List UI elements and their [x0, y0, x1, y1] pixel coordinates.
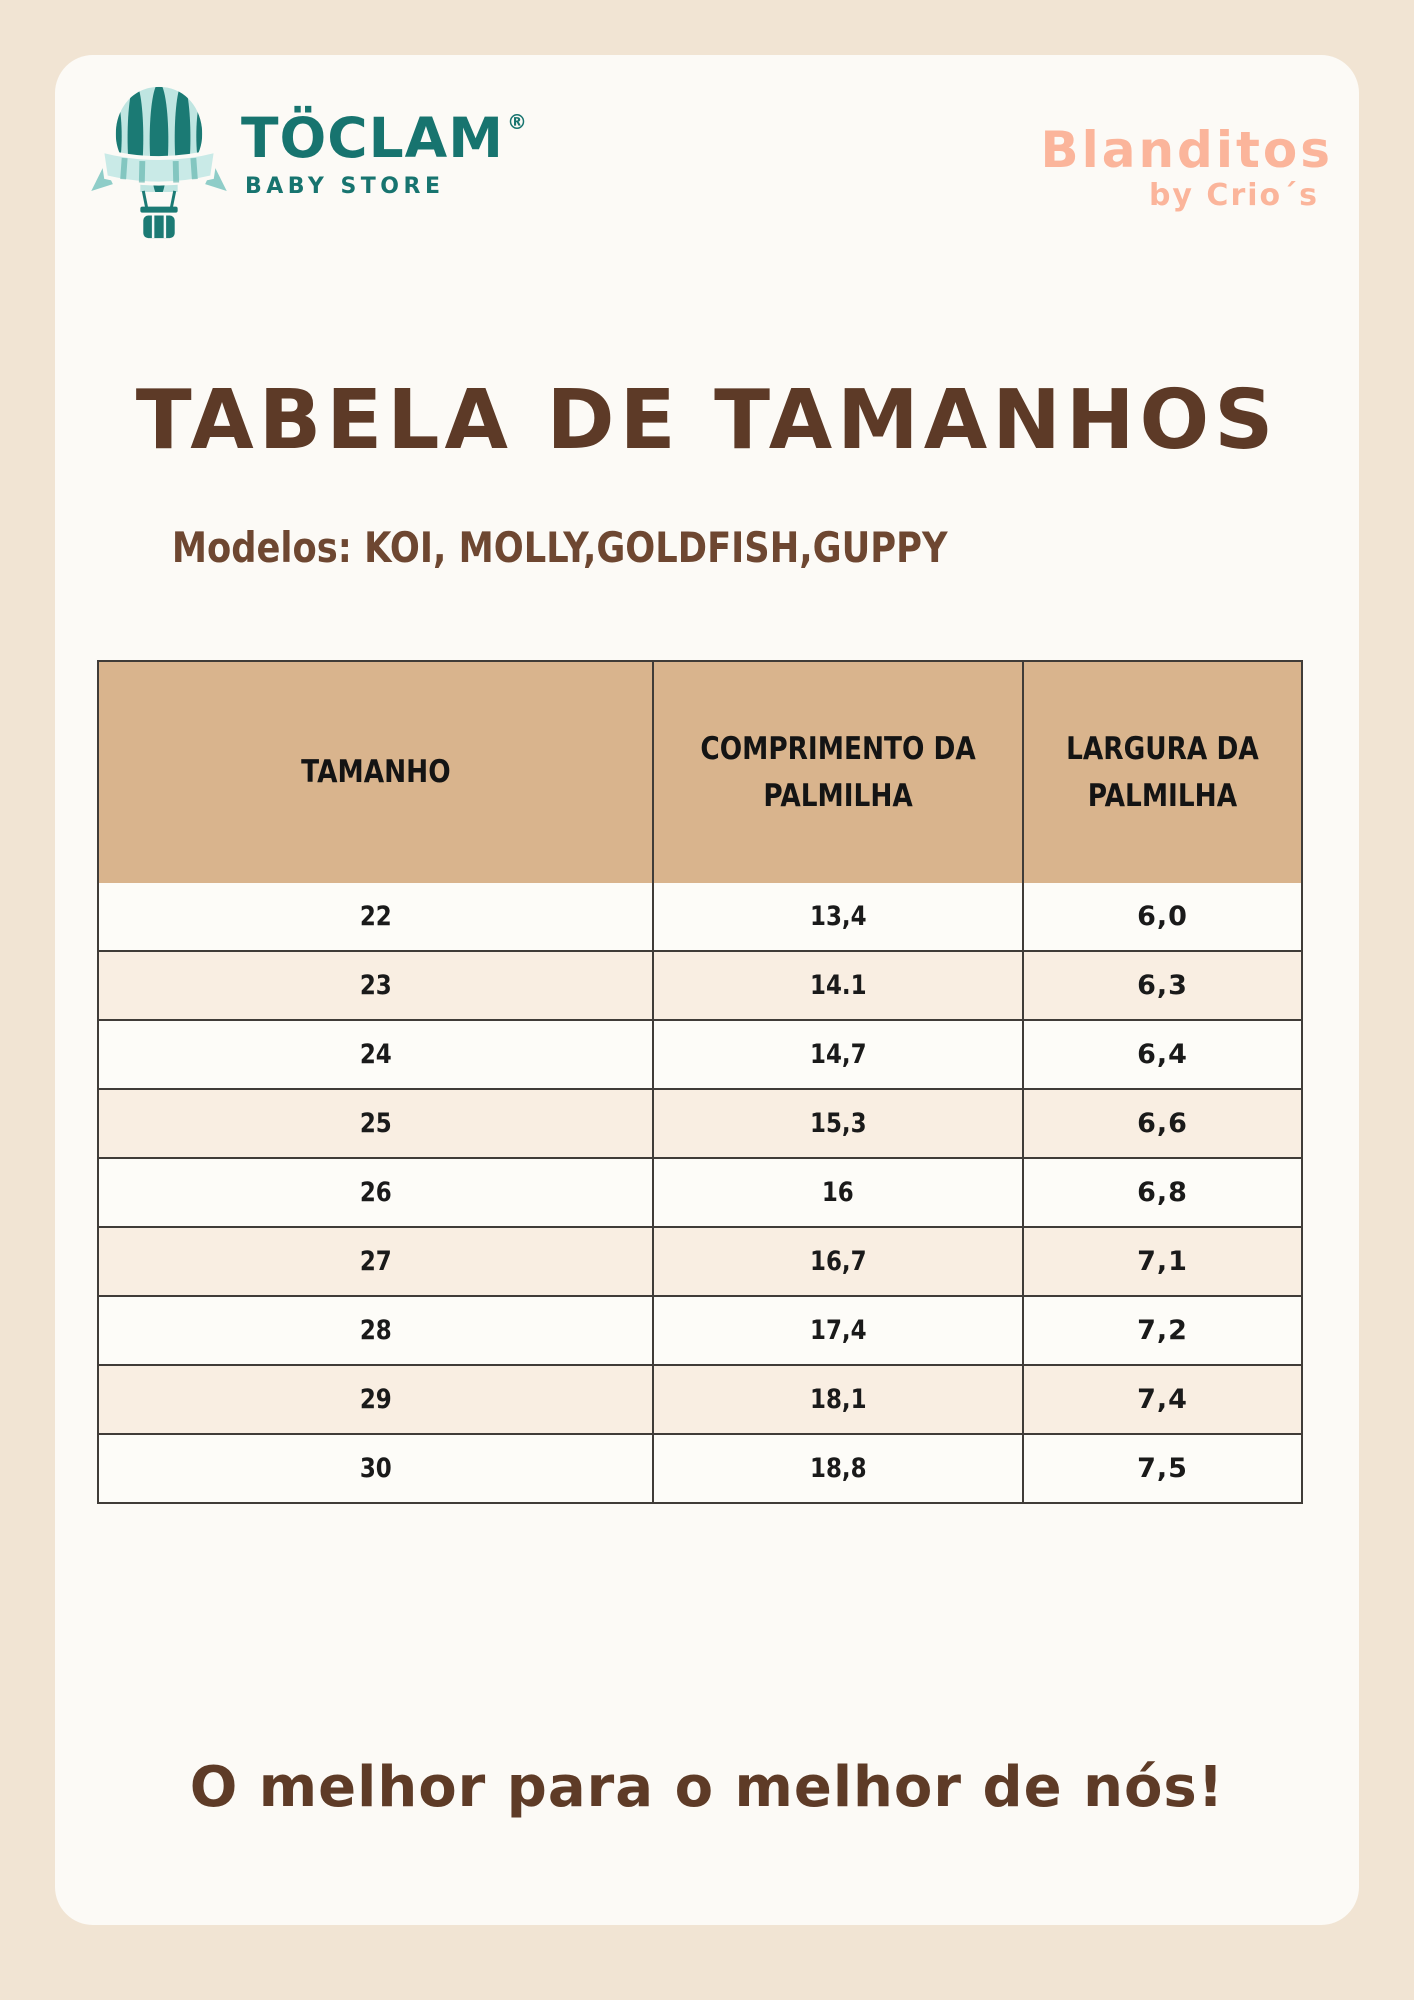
table-cell: [1022, 952, 1301, 1019]
brand-tagline: BABY STORE: [245, 174, 445, 199]
models-line-box: [55, 523, 1065, 572]
cell-text: 14,7: [809, 1039, 867, 1070]
table-row: [99, 950, 1301, 1019]
cell-text: 22: [359, 901, 392, 932]
table-cell: [99, 1366, 652, 1433]
cell-text: 27: [359, 1246, 392, 1277]
table-row: [99, 1433, 1301, 1502]
table-cell: [99, 1297, 652, 1364]
brand-text: [241, 81, 528, 199]
partner-name: Blanditos: [1040, 121, 1333, 179]
header-text: COMPRIMENTO DA PALMILHA: [700, 731, 976, 814]
header-text: LARGURA DA PALMILHA: [1066, 731, 1259, 814]
table-cell: [99, 1435, 652, 1502]
brand-name-text: TÖCLAM: [241, 106, 504, 170]
table-cell: [1022, 1228, 1301, 1295]
table-cell: [99, 883, 652, 950]
cell-text: 28: [359, 1315, 392, 1346]
table-cell: [99, 1090, 652, 1157]
table-row: [99, 1019, 1301, 1088]
size-table-body: [99, 883, 1301, 1502]
cell-text: 26: [359, 1177, 392, 1208]
brand-name: [241, 106, 528, 170]
table-row: [99, 1088, 1301, 1157]
cell-text: 6,8: [1137, 1177, 1188, 1208]
slogan: O melhor para o melhor de nós!: [189, 1755, 1225, 1820]
table-row: [99, 1295, 1301, 1364]
cell-text: 7,2: [1137, 1315, 1188, 1346]
cell-text: 25: [359, 1108, 392, 1139]
table-row: [99, 1226, 1301, 1295]
cell-text: 16,7: [809, 1246, 867, 1277]
table-cell: [652, 952, 1022, 1019]
table-cell: [99, 1228, 652, 1295]
content-card: [55, 55, 1359, 1925]
partner-byline: by Crio´s: [1148, 178, 1319, 213]
cell-text: 7,4: [1137, 1384, 1188, 1415]
table-cell: [1022, 1366, 1301, 1433]
header-cell-tamanho: [99, 662, 652, 883]
table-cell: [652, 1366, 1022, 1433]
cell-text: 18,8: [809, 1453, 867, 1484]
cell-text: 7,1: [1137, 1246, 1188, 1277]
page-title: TABELA DE TAMANHOS: [135, 373, 1279, 468]
table-cell: [1022, 1435, 1301, 1502]
cell-text: 18,1: [809, 1384, 867, 1415]
table-cell: [1022, 1159, 1301, 1226]
cell-text: 17,4: [809, 1315, 867, 1346]
cell-text: 29: [359, 1384, 392, 1415]
header-text: TAMANHO: [300, 754, 451, 791]
table-cell: [1022, 1021, 1301, 1088]
cell-text: 15,3: [809, 1108, 867, 1139]
cell-text: 14.1: [809, 970, 867, 1001]
table-cell: [652, 1435, 1022, 1502]
table-row: [99, 883, 1301, 950]
size-table: [97, 660, 1303, 1504]
registered-mark: ®: [506, 110, 528, 134]
table-cell: [1022, 1090, 1301, 1157]
header-cell-largura: [1022, 662, 1301, 883]
table-cell: [1022, 883, 1301, 950]
header-cell-comprimento: [652, 662, 1022, 883]
table-cell: [652, 1021, 1022, 1088]
cell-text: 16: [822, 1177, 854, 1208]
partner-logo: [1040, 123, 1333, 213]
hot-air-balloon-icon: [89, 81, 229, 243]
brand-logo: [89, 81, 528, 243]
table-cell: [99, 1021, 652, 1088]
table-cell: [1022, 1297, 1301, 1364]
table-row: [99, 1157, 1301, 1226]
table-cell: [652, 1090, 1022, 1157]
cell-text: 24: [359, 1039, 392, 1070]
table-cell: [652, 1297, 1022, 1364]
cell-text: 30: [359, 1453, 392, 1484]
table-row: [99, 1364, 1301, 1433]
cell-text: 7,5: [1137, 1453, 1188, 1484]
models-line: Modelos: KOI, MOLLY,GOLDFISH,GUPPY: [172, 523, 948, 572]
table-cell: [652, 883, 1022, 950]
cell-text: 6,3: [1137, 970, 1188, 1001]
table-cell: [99, 952, 652, 1019]
cell-text: 6,4: [1137, 1039, 1188, 1070]
table-cell: [652, 1228, 1022, 1295]
cell-text: 13,4: [809, 901, 867, 932]
table-cell: [652, 1159, 1022, 1226]
cell-text: 6,0: [1137, 901, 1188, 932]
table-header-row: [99, 662, 1301, 883]
cell-text: 6,6: [1137, 1108, 1188, 1139]
cell-text: 23: [359, 970, 392, 1001]
table-cell: [99, 1159, 652, 1226]
